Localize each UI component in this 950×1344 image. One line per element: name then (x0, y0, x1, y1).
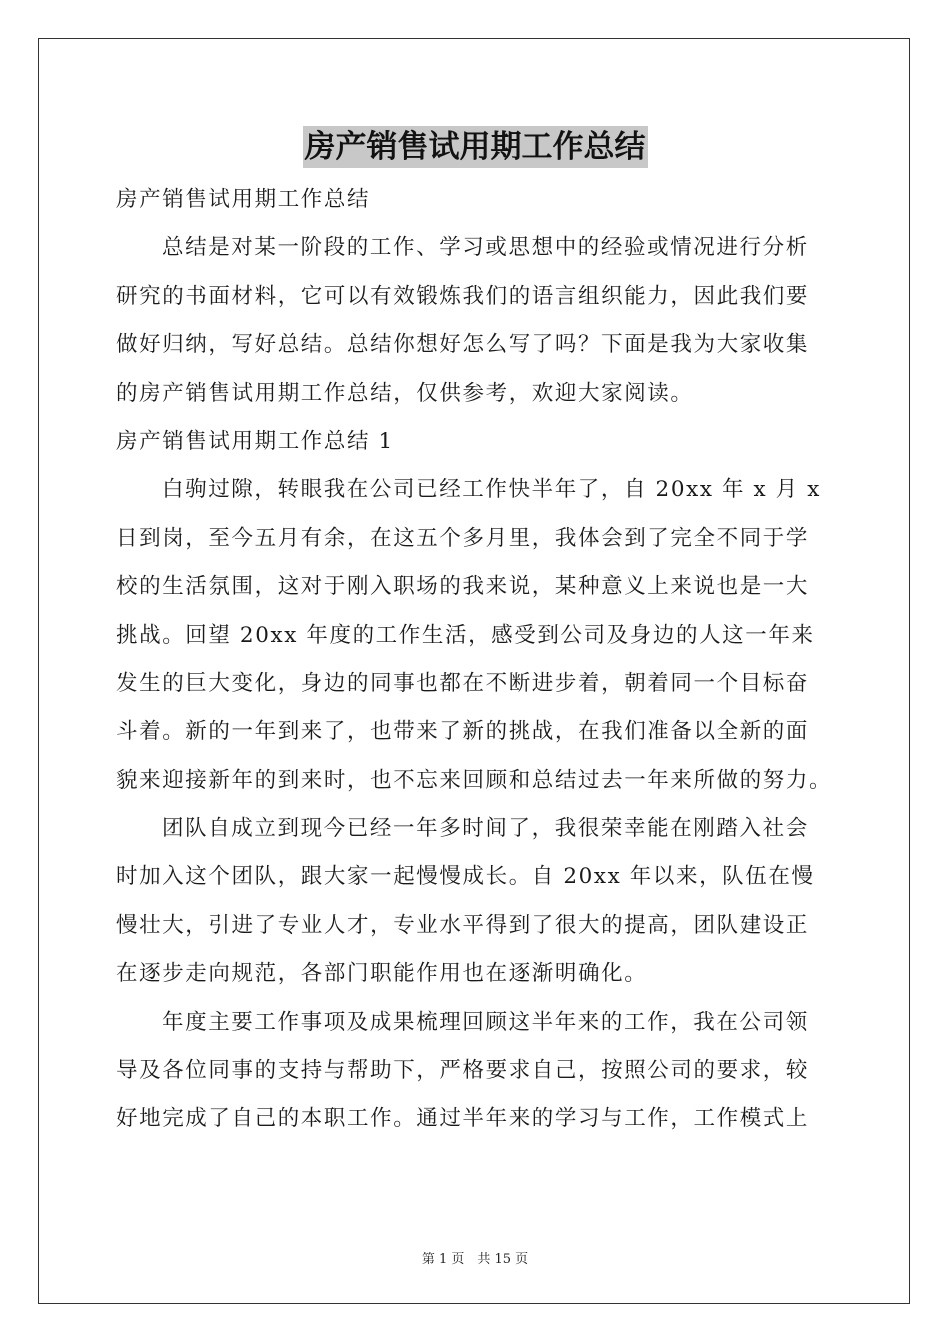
text-line: 发生的巨大变化，身边的同事也都在不断进步着，朝着同一个目标奋 (116, 670, 810, 696)
text-line: 白驹过隙，转眼我在公司已经工作快半年了，自 20xx 年 x 月 x (162, 477, 821, 503)
text-line: 房产销售试用期工作总结 (116, 187, 371, 212)
text-line: 在逐步走向规范，各部门职能作用也在逐渐明确化。 (116, 961, 648, 987)
text-line: 研究的书面材料，它可以有效锻炼我们的语言组织能力，因此我们要 (116, 283, 810, 309)
document-body (116, 176, 836, 1144)
text-line: 貌来迎接新年的到来时，也不忘来回顾和总结过去一年来所做的努力。 (116, 767, 833, 793)
text-line: 年度主要工作事项及成果梳理回顾这半年来的工作，我在公司领 (162, 1009, 809, 1035)
text-line: 好地完成了自己的本职工作。通过半年来的学习与工作，工作模式上 (116, 1106, 810, 1132)
text-line: 日到岗，至今五月有余，在这五个多月里，我体会到了完全不同于学 (116, 525, 810, 551)
text-line: 做好归纳，写好总结。总结你想好怎么写了吗？下面是我为大家收集 (116, 332, 810, 358)
text-line: 团队自成立到现今已经一年多时间了，我很荣幸能在刚踏入社会 (162, 816, 809, 842)
text-line: 总结是对某一阶段的工作、学习或思想中的经验或情况进行分析 (162, 235, 809, 261)
text-line: 校的生活氛围，这对于刚入职场的我来说，某种意义上来说也是一大 (116, 574, 810, 600)
document-title: 房产销售试用期工作总结 (303, 126, 648, 168)
text-line: 导及各位同事的支持与帮助下，严格要求自己，按照公司的要求，较 (116, 1058, 810, 1084)
text-line: 时加入这个团队，跟大家一起慢慢成长。自 20xx 年以来，队伍在慢 (116, 864, 815, 890)
text-line: 房产销售试用期工作总结 1 (116, 428, 394, 454)
title-container (0, 126, 950, 168)
text-line: 斗着。新的一年到来了，也带来了新的挑战，在我们准备以全新的面 (116, 719, 810, 745)
page-footer: 第 1 页 共 15 页 (421, 1252, 529, 1267)
text-line: 慢壮大，引进了专业人才，专业水平得到了很大的提高，团队建设正 (116, 912, 810, 938)
text-line: 的房产销售试用期工作总结，仅供参考，欢迎大家阅读。 (116, 380, 694, 406)
text-line: 挑战。回望 20xx 年度的工作生活，感受到公司及身边的人这一年来 (116, 622, 815, 648)
